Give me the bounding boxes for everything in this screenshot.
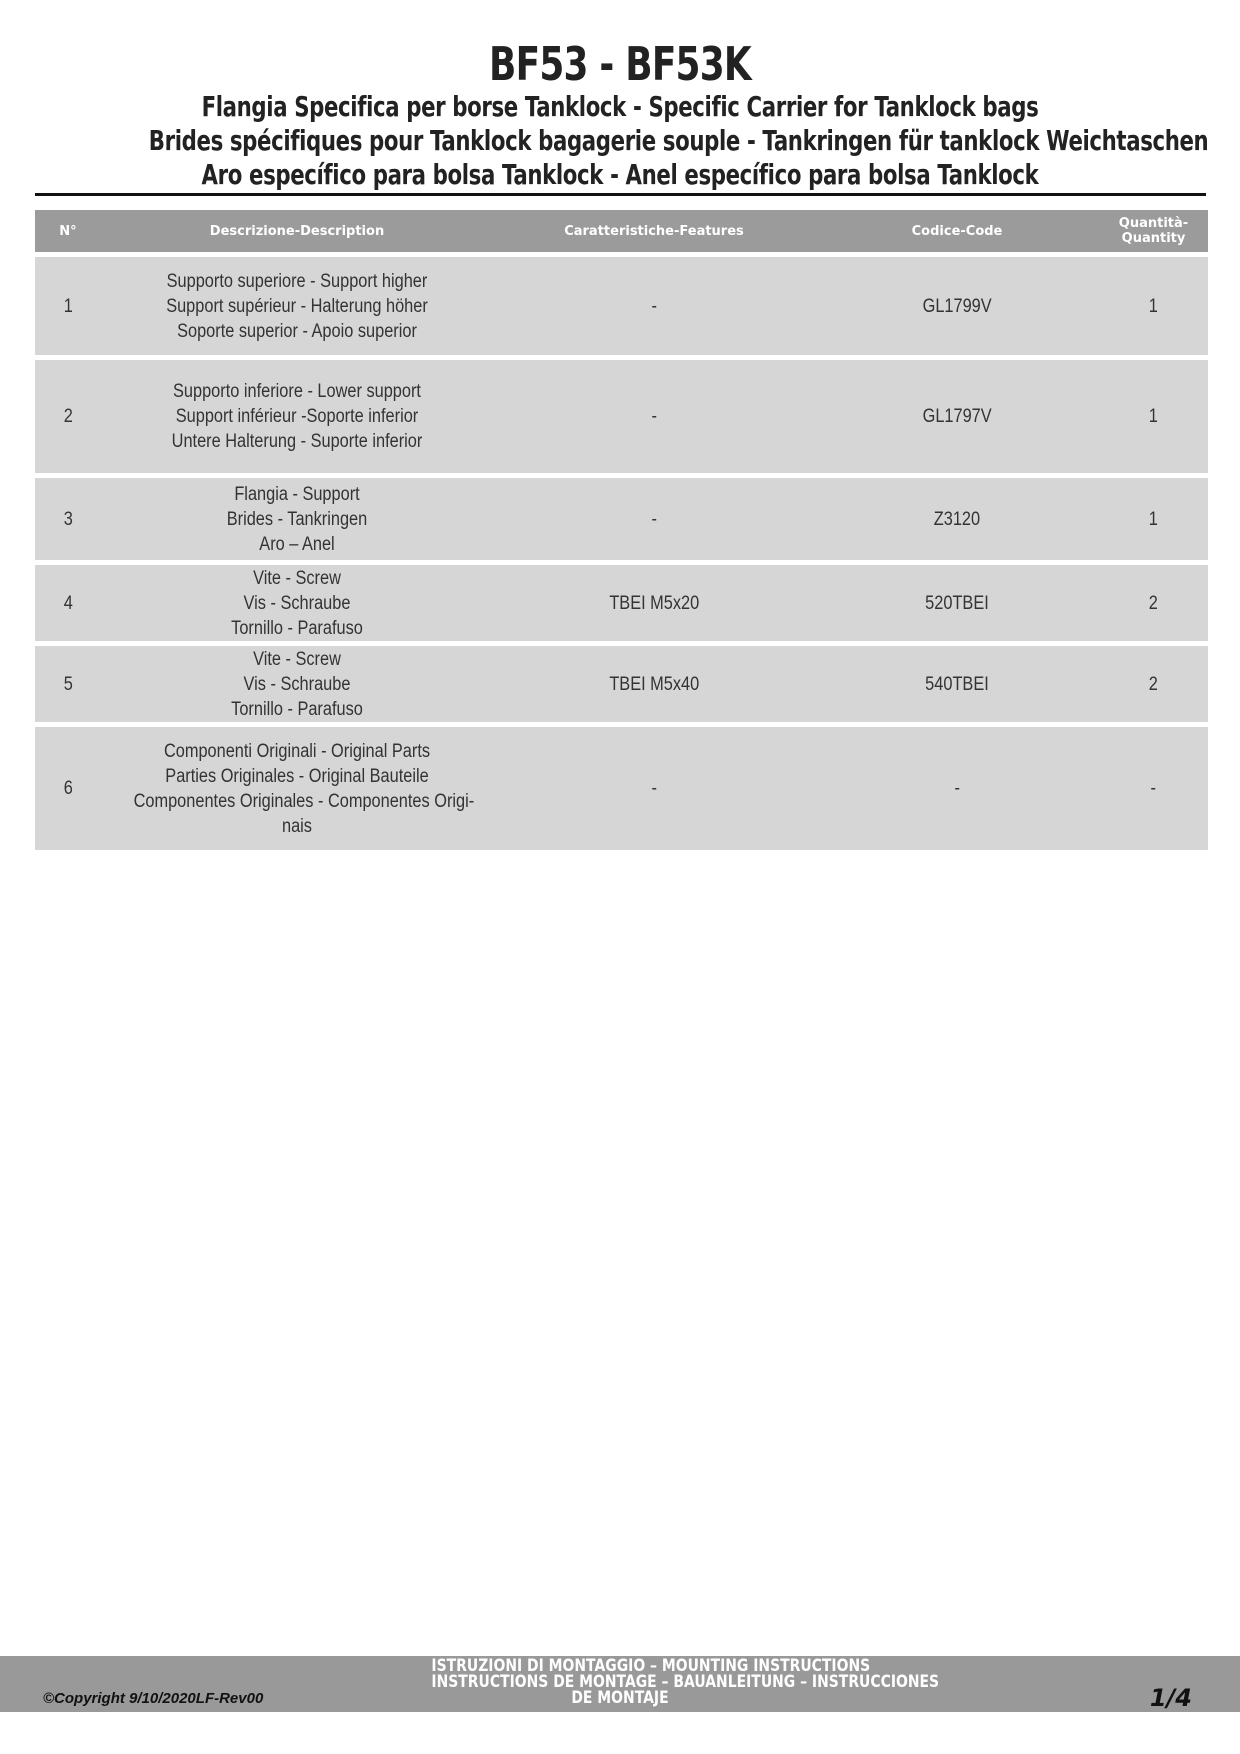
description-line: Supporto inferiore - Lower support	[173, 381, 421, 402]
header-number: N°	[35, 210, 101, 252]
description-line: Parties Originales - Original Bauteile	[165, 765, 429, 787]
row-code	[815, 646, 1099, 722]
row-code	[815, 565, 1099, 641]
row-quantity	[1099, 478, 1208, 560]
row-code-text: 540TBEI	[925, 673, 989, 695]
row-number	[35, 360, 101, 473]
document-subtitle-1: Flangia Specifica per borse Tanklock - Specific Carrier for Tanklock bags	[201, 90, 1039, 123]
row-quantity-text: 2	[1148, 673, 1159, 695]
row-quantity-text: 1	[1148, 508, 1159, 530]
row-number	[35, 257, 101, 355]
description-line: Soporte superior - Apoio superior	[177, 320, 417, 342]
document-subtitle-2: Brides spécifiques pour Tanklock bagagerie souple - Tankringen für tanklock Weichtaschen	[148, 124, 1209, 157]
row-number-text: 4	[63, 592, 73, 614]
row-number-text: 2	[63, 406, 73, 427]
row-number-text: 6	[63, 778, 73, 799]
row-code	[815, 257, 1099, 355]
row-features	[493, 478, 815, 560]
row-description	[101, 565, 493, 641]
instructions-line-1: ISTRUZIONI DI MONTAGGIO – MOUNTING INSTRUCTIONS	[431, 1656, 871, 1676]
row-code-text: GL1799V	[922, 295, 992, 317]
row-description	[101, 360, 493, 473]
row-features-text: TBEI M5x40	[609, 673, 699, 695]
row-quantity-text: 2	[1148, 592, 1159, 614]
header-features: Caratteristiche-Features	[493, 210, 815, 252]
row-code	[815, 478, 1099, 560]
description-line: Vis - Schraube	[243, 673, 351, 695]
description-line: Vite - Screw	[253, 567, 341, 589]
row-quantity	[1099, 565, 1208, 641]
row-description	[101, 257, 493, 355]
header-divider	[35, 193, 1206, 196]
row-quantity	[1099, 257, 1208, 355]
document-title: BF53 - BF53K	[489, 37, 751, 91]
row-quantity	[1099, 727, 1208, 850]
table-row	[35, 727, 1208, 850]
page-number: 1/4	[1149, 1684, 1192, 1712]
instructions-title	[390, 1656, 940, 1708]
row-number-text: 1	[63, 295, 73, 317]
row-features	[493, 646, 815, 722]
document-subtitle-3: Aro específico para bolsa Tanklock - Anel específico para bolsa Tanklock	[201, 158, 1039, 191]
table-row	[35, 360, 1208, 473]
description-line: Vis - Schraube	[243, 592, 351, 614]
description-line: Componentes Originales - Componentes Origi-	[133, 790, 475, 812]
table-row	[35, 565, 1208, 641]
description-line: nais	[282, 815, 312, 837]
row-code-text: Z3120	[933, 508, 981, 530]
description-line: Support supérieur - Halterung höher	[166, 295, 428, 317]
description-line: Support inférieur -Soporte inferior	[175, 406, 419, 427]
document-header	[0, 38, 1240, 192]
row-number-text: 5	[63, 673, 73, 695]
header-quantity-line1: Quantità-	[1118, 216, 1189, 231]
row-number	[35, 565, 101, 641]
description-line: Brides - Tankringen	[226, 508, 368, 530]
row-code-text: GL1797V	[922, 406, 992, 427]
row-description	[101, 727, 493, 850]
description-line: Vite - Screw	[253, 648, 341, 670]
description-line: Aro – Anel	[259, 533, 335, 555]
description-line: Untere Halterung - Suporte inferior	[171, 431, 423, 452]
row-features-text: -	[651, 406, 657, 427]
row-description	[101, 478, 493, 560]
row-features-text: -	[651, 295, 657, 317]
header-code: Codice-Code	[815, 210, 1099, 252]
description-line: Flangia - Support	[234, 483, 360, 505]
table-row	[35, 478, 1208, 560]
instructions-line-2: INSTRUCTIONS DE MONTAGE – BAUANLEITUNG – INSTRUCCIONES	[431, 1672, 940, 1692]
row-number-text: 3	[63, 508, 73, 530]
description-line: Tornillo - Parafuso	[231, 698, 363, 720]
parts-table-body	[35, 257, 1208, 850]
row-quantity-text: -	[1150, 778, 1157, 799]
row-features	[493, 727, 815, 850]
header-quantity	[1099, 210, 1208, 252]
row-quantity-text: 1	[1148, 295, 1159, 317]
header-quantity-line2: Quantity	[1121, 231, 1186, 246]
row-features-text: -	[651, 508, 657, 530]
row-code	[815, 727, 1099, 850]
row-number	[35, 727, 101, 850]
parts-table	[35, 205, 1208, 855]
row-number	[35, 646, 101, 722]
row-quantity	[1099, 646, 1208, 722]
header-description: Descrizione-Description	[101, 210, 493, 252]
row-features	[493, 257, 815, 355]
row-features	[493, 360, 815, 473]
row-features-text: -	[651, 778, 657, 799]
description-line: Supporto superiore - Support higher	[166, 270, 428, 292]
row-code-text: -	[954, 778, 960, 799]
page-footer	[0, 1656, 1240, 1712]
row-code-text: 520TBEI	[925, 592, 989, 614]
description-line: Tornillo - Parafuso	[231, 617, 363, 639]
row-quantity	[1099, 360, 1208, 473]
copyright-text: ©Copyright 9/10/2020LF-Rev00	[43, 1690, 264, 1707]
row-number	[35, 478, 101, 560]
table-row	[35, 257, 1208, 355]
row-features-text: TBEI M5x20	[609, 592, 699, 614]
description-line: Componenti Originali - Original Parts	[163, 740, 431, 762]
table-header-row	[35, 210, 1208, 252]
row-features	[493, 565, 815, 641]
row-description	[101, 646, 493, 722]
row-quantity-text: 1	[1148, 406, 1159, 427]
instructions-line-3: DE MONTAJE	[571, 1688, 669, 1708]
row-code	[815, 360, 1099, 473]
table-row	[35, 646, 1208, 722]
